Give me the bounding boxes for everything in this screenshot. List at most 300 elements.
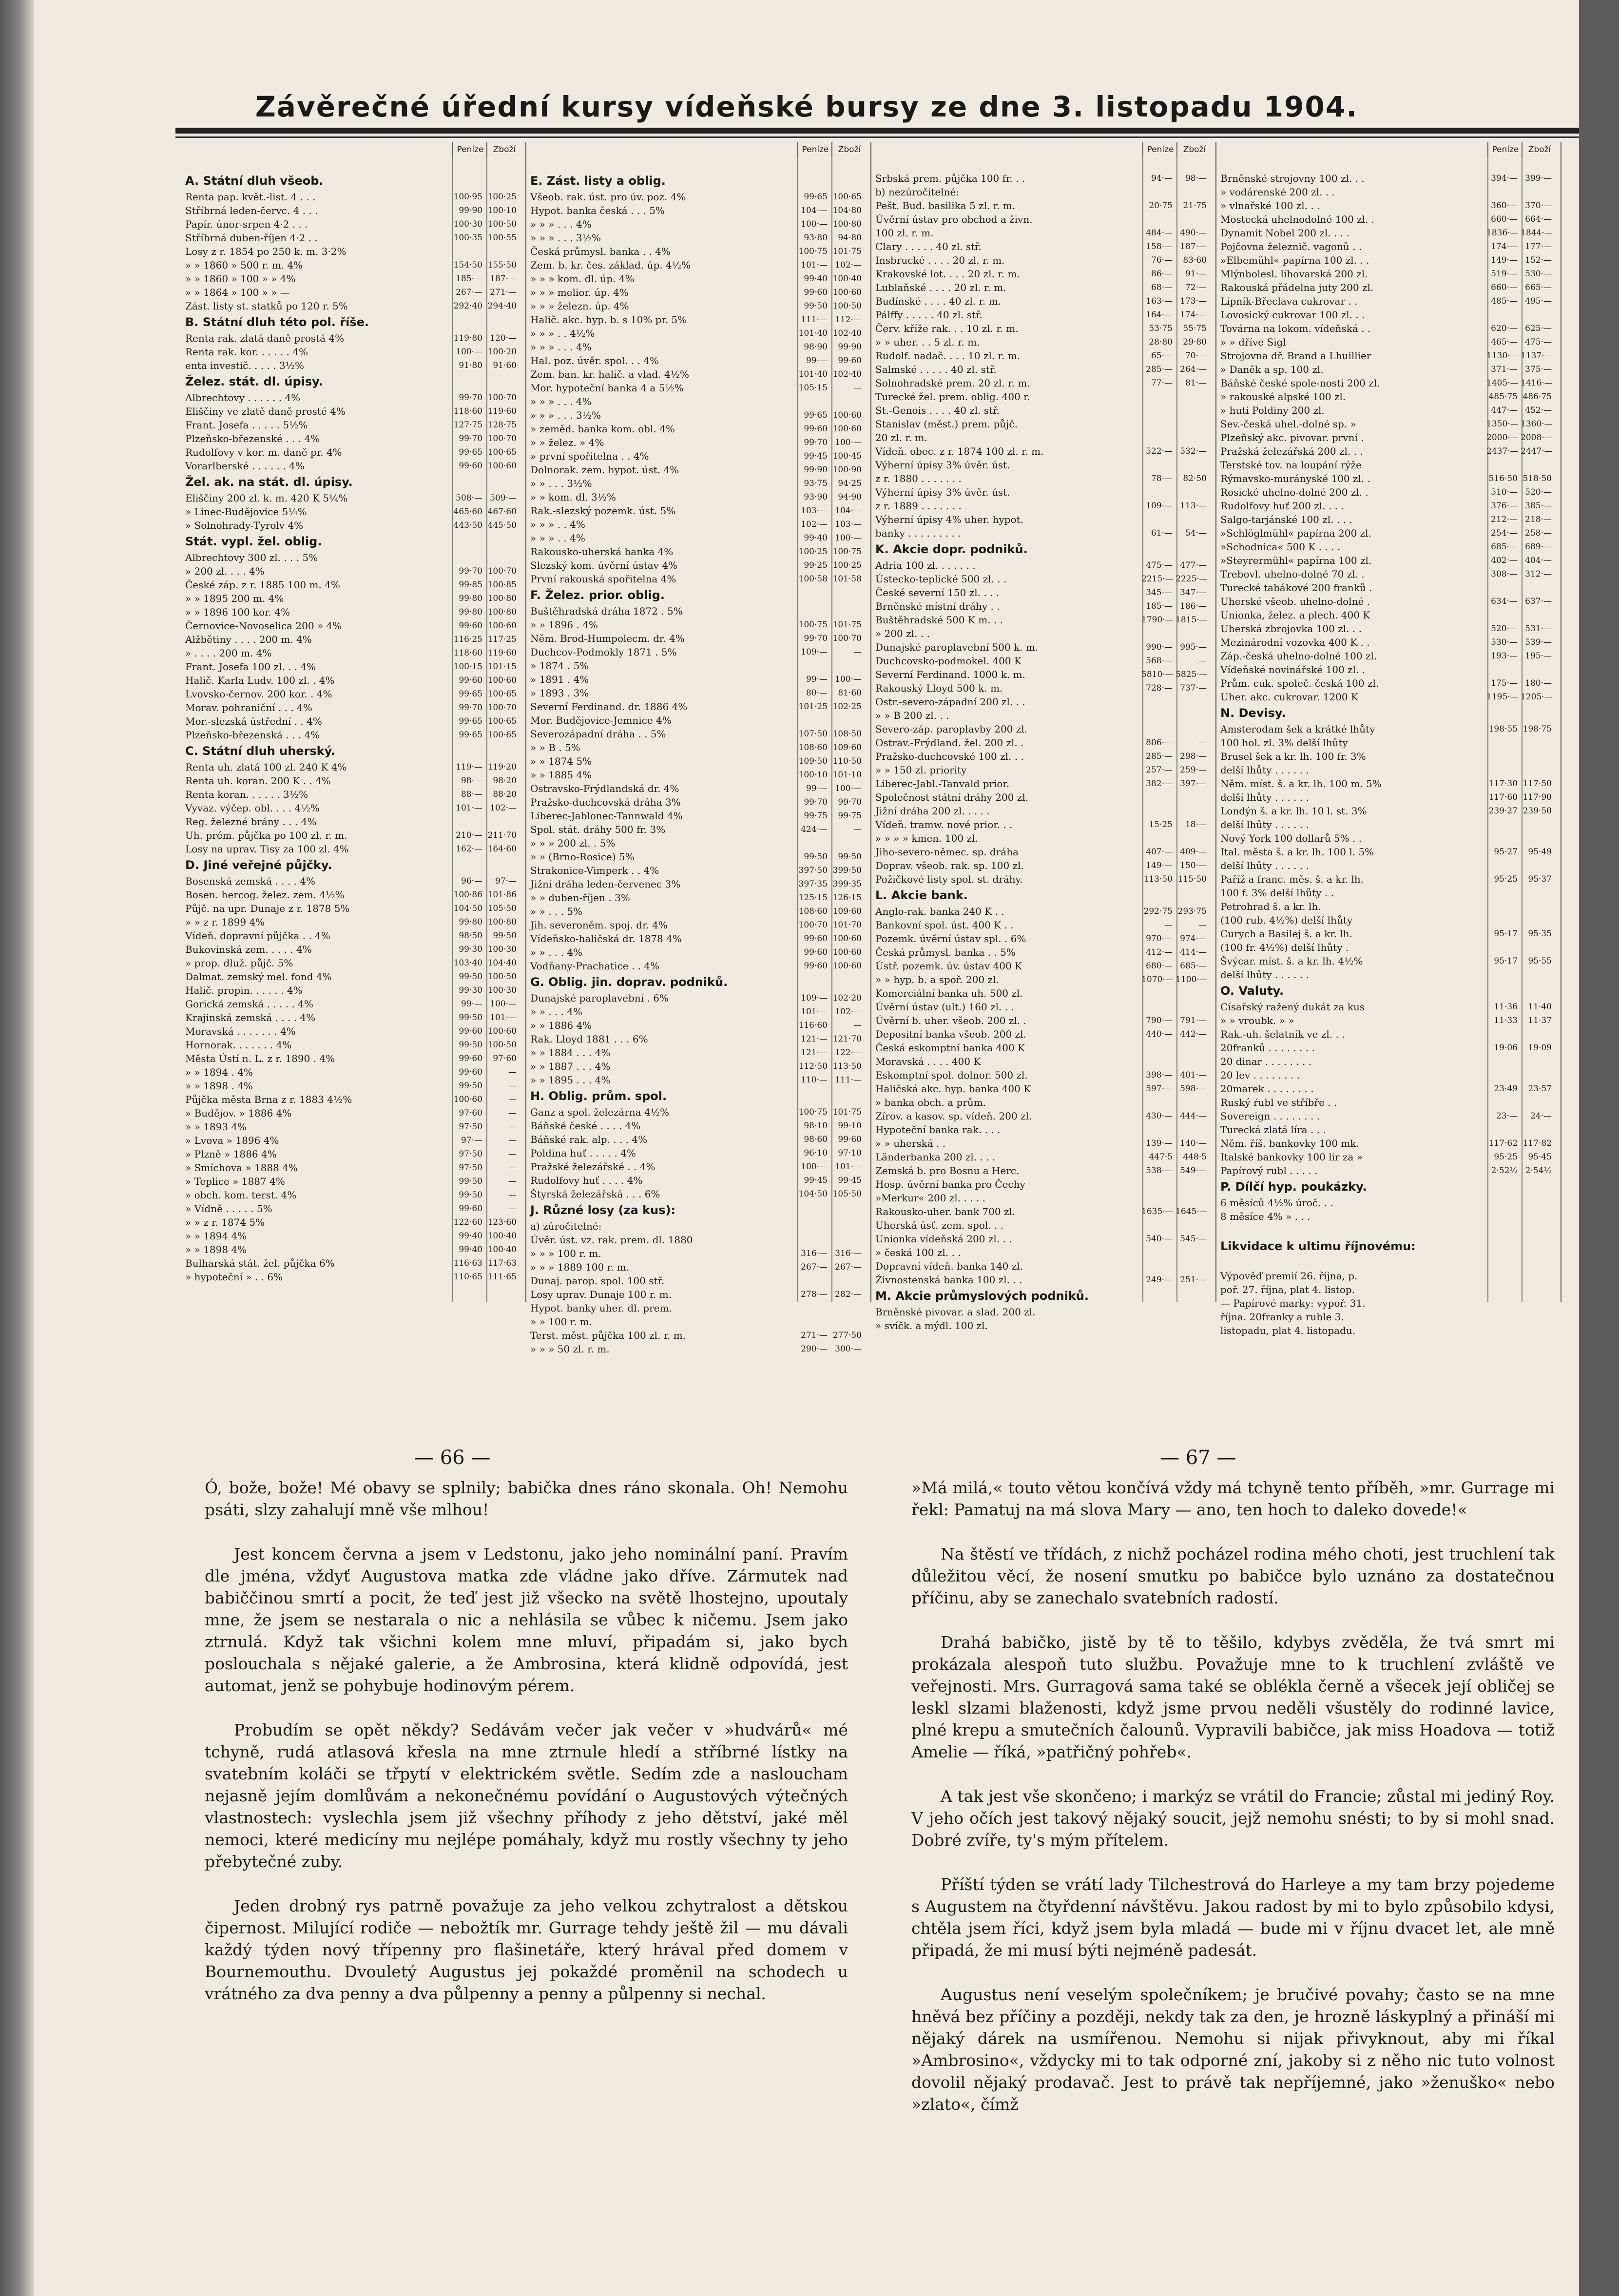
- rate-row: [875, 1137, 1211, 1150]
- rate-row: [1220, 267, 1556, 281]
- security-name: Ruský ŕubl ve stříbře . .: [1220, 1097, 1337, 1108]
- section-heading-label: L. Akcie bank.: [875, 888, 968, 902]
- security-name: 100 hol. zl. 3% delší lhůty: [1220, 737, 1348, 749]
- money-price: 99·65: [804, 192, 828, 202]
- rate-row: [185, 801, 520, 815]
- security-name: delší lhůty . . . . . .: [1220, 819, 1309, 830]
- goods-price: 100·60: [832, 410, 862, 420]
- security-name: » » » . . . 3½%: [530, 409, 601, 421]
- rate-row: [875, 918, 1211, 932]
- security-name: » Solnohrady-Tyrolv 4%: [185, 520, 304, 531]
- rate-row: [530, 836, 866, 850]
- security-name: Hypot. banky uher. dl. prem.: [530, 1302, 672, 1314]
- money-price: 271·—: [801, 1331, 828, 1340]
- money-price: 86·—: [1151, 269, 1173, 279]
- goods-price: 98·—: [1185, 174, 1207, 183]
- rate-row: [530, 1247, 866, 1260]
- header-money: Peníze: [1487, 142, 1523, 157]
- goods-price: 100·75: [832, 547, 862, 557]
- security-name: Mor. Budějovice-Jemnice 4%: [530, 714, 672, 726]
- rate-row: [875, 681, 1211, 695]
- money-price: 100·—: [456, 347, 482, 357]
- rate-row: [1220, 294, 1556, 308]
- header-money: Peníze: [1142, 142, 1177, 157]
- money-price: 371·—: [1491, 365, 1518, 374]
- goods-price: 101·75: [832, 1107, 862, 1117]
- security-name: Losy z r. 1854 po 250 k. m. 3·2%: [185, 246, 347, 257]
- security-name: Půjčka města Brna z r. 1883 4½%: [185, 1094, 352, 1105]
- section-heading-label: E. Zást. listy a oblig.: [530, 174, 666, 188]
- money-price: 685·—: [1491, 542, 1518, 552]
- section-heading-label: Žel. ak. na stát. dl. úpisy.: [185, 475, 353, 489]
- security-name: » vlnařské 100 zl. . .: [1220, 200, 1320, 212]
- security-name: Anglo-rak. banka 240 K . .: [875, 906, 1004, 917]
- rate-row: [875, 390, 1211, 404]
- section-heading-label: N. Devisy.: [1220, 706, 1286, 720]
- money-price: 101·40: [798, 328, 828, 338]
- rate-row: [875, 1014, 1211, 1027]
- rate-row: [875, 294, 1211, 308]
- security-name: » Smíchova » 1888 4%: [185, 1162, 298, 1174]
- rate-row: [185, 943, 520, 956]
- security-name: Vídeň. obec. z r. 1874 100 zl. r. m.: [875, 445, 1044, 457]
- rate-row: [185, 551, 520, 564]
- security-name: Rudolfovy huť . . . . 4%: [530, 1175, 643, 1186]
- goods-price: 495·—: [1525, 296, 1552, 306]
- rate-row: [530, 632, 866, 645]
- goods-price: 100·40: [487, 1231, 517, 1241]
- security-name: Salmské . . . . . 40 zl. stř.: [875, 364, 997, 375]
- goods-price: 271·—: [490, 288, 517, 297]
- goods-price: 101·—: [490, 1013, 517, 1023]
- goods-price: 70·—: [1185, 351, 1207, 361]
- rate-row: [185, 829, 520, 842]
- goods-price: 120·—: [490, 333, 517, 343]
- money-price: 424·—: [801, 825, 828, 834]
- goods-price: 100·70: [487, 434, 517, 444]
- goods-price: 791·—: [1180, 1016, 1207, 1025]
- rate-row: [530, 490, 866, 504]
- money-price: 99·40: [804, 274, 828, 284]
- goods-price: 81·—: [1185, 378, 1207, 388]
- money-price: 568·—: [1146, 656, 1173, 666]
- security-name: » Budějov. » 1886 4%: [185, 1107, 292, 1119]
- money-price: 23·—: [1496, 1111, 1518, 1121]
- money-price: 19·06: [1494, 1043, 1518, 1053]
- money-price: 95·27: [1494, 847, 1518, 857]
- goods-price: 625·—: [1525, 324, 1552, 333]
- security-name: » » uher. . . 5 zl. r. m.: [875, 336, 980, 348]
- rate-row: [1220, 1210, 1556, 1223]
- money-price: 100·35: [453, 233, 482, 243]
- rate-row: [185, 1120, 520, 1134]
- section-heading-label: B. Státní dluh této pol. říše.: [185, 315, 369, 329]
- security-name: delší lhůty . . . . . .: [1220, 791, 1309, 803]
- money-price: 1790·—: [1141, 615, 1174, 625]
- body-paragraph: Jest koncem června a jsem v Ledstonu, jako jeho nominální paní. Pravím dle jména, vždyť Augustova matka zde vládne jako dříve. Zármutek nad babiččinou smrtí a pocit, že teď jest již všecko na světě lhostejno, upoutaly mne, že jsem se nestarala o nic a nehlásila se vůbec k ničemu. Jsem jako ztrnulá. Když tak všichni kolem mne mluví, připadám si, jako bych poslouchala s nějaké galerie, a že Ambrosina, která klidně odpovídá, jest automat, jenž se pohybuje hodinovým pérem.: [205, 1544, 848, 1695]
- money-price: —: [1164, 920, 1173, 930]
- security-name: Severní Ferdinand. 1000 k. m.: [875, 669, 1025, 680]
- page-number-right: — 67 —: [1160, 1447, 1236, 1469]
- goods-price: 101·75: [832, 247, 862, 256]
- goods-price: 91·60: [493, 361, 517, 370]
- rate-row: [1220, 636, 1556, 649]
- goods-price: 126·15: [832, 893, 862, 903]
- security-name: Mor.-slezská ústřední . . 4%: [185, 715, 322, 727]
- money-price: 530·—: [1491, 637, 1518, 647]
- security-name: Dunaj. parop. spol. 100 stř.: [530, 1275, 665, 1287]
- money-price: 99·30: [459, 985, 482, 995]
- security-name: Severozápadní dráha . . 5%: [530, 728, 666, 740]
- security-name: Unionka vídeňská 200 zl. . .: [875, 1233, 1012, 1245]
- money-price: 1635·—: [1141, 1207, 1174, 1216]
- goods-price: 2225·—: [1176, 574, 1208, 584]
- rate-row: [1220, 199, 1556, 212]
- money-price: 185·—: [456, 274, 482, 284]
- goods-price: 100·—: [835, 675, 862, 684]
- security-name: » » » 50 zl. r. m.: [530, 1343, 610, 1355]
- rate-row: [875, 750, 1211, 763]
- rate-row: [875, 240, 1211, 253]
- security-name: Hosp. úvěrní banka pro Čechy: [875, 1178, 1025, 1190]
- money-price: 660·—: [1491, 283, 1518, 292]
- money-price: 1350·—: [1486, 419, 1519, 429]
- goods-price: 195·—: [1525, 651, 1552, 661]
- security-name: Amsterodam šek a krátké lhůty: [1220, 723, 1375, 735]
- money-price: 76·—: [1151, 255, 1173, 265]
- money-price: 100·—: [801, 1162, 828, 1172]
- goods-price: 100·65: [832, 192, 862, 202]
- rate-row: [530, 850, 866, 864]
- goods-price: 974·—: [1180, 934, 1207, 944]
- rate-table-column: [525, 142, 871, 1355]
- rate-row: [530, 991, 866, 1005]
- goods-price: 99·10: [838, 1121, 862, 1131]
- goods-price: 104·—: [835, 506, 862, 516]
- security-name: » prop. dluž. půjč. 5%: [185, 957, 293, 969]
- security-name: Haličská akc. hyp. banka 400 K: [875, 1083, 1031, 1095]
- goods-price: 104·80: [832, 206, 862, 215]
- money-price: 597·—: [1146, 1084, 1173, 1094]
- rate-row: [185, 1256, 520, 1270]
- money-price: 99·65: [459, 447, 482, 457]
- column-header: [525, 142, 870, 157]
- money-price: 99·65: [804, 410, 828, 420]
- rate-row: [1220, 472, 1556, 485]
- rate-row: [875, 709, 1211, 722]
- rate-row: [1220, 886, 1556, 900]
- rate-row: [875, 1232, 1211, 1246]
- security-name: Clary . . . . . 40 zl. stř.: [875, 241, 982, 252]
- rate-row: [1220, 595, 1556, 608]
- goods-price: 300·—: [835, 1344, 862, 1354]
- rate-row: [875, 335, 1211, 349]
- rate-row: [530, 1219, 866, 1233]
- rate-row: [530, 1146, 866, 1160]
- money-price: 2000·—: [1486, 433, 1519, 443]
- goods-price: —: [508, 1108, 517, 1118]
- rate-row: [530, 367, 866, 381]
- rate-row: [530, 231, 866, 245]
- money-price: 101·—: [456, 803, 482, 813]
- money-price: 61·—: [1151, 528, 1173, 538]
- money-price: 95·25: [1494, 1152, 1518, 1162]
- money-price: 15·25: [1149, 820, 1173, 830]
- goods-price: 442·—: [1180, 1029, 1207, 1039]
- security-name: » » » . . . 4%: [530, 218, 592, 230]
- goods-price: 539·—: [1525, 637, 1552, 647]
- body-paragraph: »Má milá,« touto větou končívá vždy má tchyně tento příběh, »mr. Gurrage mi řekl: Pamatuj na má slova Mary — ano, ten hoch to daleko dovede!«: [911, 1478, 1555, 1519]
- rate-rows: [1220, 172, 1556, 1337]
- security-name: Švýcar. míst. š. a kr. lh. 4½%: [1220, 955, 1363, 967]
- goods-price: 11·37: [1528, 1016, 1552, 1025]
- rate-row: [530, 823, 866, 836]
- goods-price: 110·50: [832, 756, 862, 766]
- money-price: 376·—: [1491, 501, 1518, 511]
- security-name: »Steyrermühl« papírna 100 zl.: [1220, 555, 1372, 566]
- rate-row: [1220, 253, 1556, 267]
- rate-row: [1220, 212, 1556, 226]
- security-name: » » z r. 1874 5%: [185, 1216, 265, 1228]
- rate-row: [1220, 526, 1556, 540]
- money-price: 11·36: [1494, 1002, 1518, 1012]
- rate-rows: [530, 172, 866, 1356]
- money-price: 394·—: [1491, 174, 1518, 183]
- security-name: Bosenská zemská . . . . 4%: [185, 875, 315, 887]
- goods-price: 103·—: [835, 520, 862, 529]
- money-price: 1130·—: [1486, 351, 1519, 361]
- rate-row: [185, 459, 520, 473]
- goods-price: 100·—: [490, 999, 517, 1009]
- security-name: Terstské tov. na loupání rýže: [1220, 459, 1362, 471]
- money-price: 98·10: [804, 1121, 828, 1131]
- rate-row: [875, 668, 1211, 681]
- security-name: Länderbanka 200 zl. . . .: [875, 1151, 996, 1163]
- goods-price: 11·40: [1528, 1002, 1552, 1012]
- money-price: 99·60: [459, 1204, 482, 1214]
- rate-row: [1220, 540, 1556, 554]
- section-heading: [1220, 704, 1556, 722]
- money-price: 116·25: [453, 635, 482, 644]
- rate-row: [1220, 404, 1556, 417]
- header-goods: Zboží: [1176, 142, 1212, 157]
- rate-row: [185, 592, 520, 605]
- security-name: Dolnorak. zem. hypot. úst. 4%: [530, 464, 679, 476]
- security-name: Plzeňský akc. pivovar. první .: [1220, 432, 1364, 444]
- goods-price: 100·65: [487, 716, 517, 726]
- rate-row: [875, 417, 1211, 431]
- rate-row: [875, 1205, 1211, 1218]
- column-header: [1215, 142, 1561, 157]
- money-price: 99·60: [804, 934, 828, 944]
- rate-row: [530, 1005, 866, 1019]
- rate-row: [1220, 1027, 1556, 1041]
- goods-price: 101·86: [487, 890, 517, 900]
- money-price: 99·60: [459, 1054, 482, 1063]
- body-paragraph: Ó, bože, bože! Mé obavy se splnily; babička dnes ráno skonala. Oh! Nemohu psáti, slzy zahalují mně vše mlhou!: [205, 1478, 848, 1519]
- security-name: 20 lev . . . . . . . .: [1220, 1069, 1300, 1081]
- section-heading: [185, 532, 520, 551]
- rate-row: [875, 1082, 1211, 1096]
- goods-price: 99·75: [838, 811, 862, 821]
- money-price: 65·—: [1151, 351, 1173, 361]
- goods-price: 1205·—: [1521, 692, 1553, 702]
- security-name: Losy na uprav. Tisy za 100 zl. 4%: [185, 843, 349, 855]
- rate-row: [875, 526, 1211, 540]
- rate-row: [1220, 1068, 1556, 1082]
- security-name: Plzeňsko-březenské . . . 4%: [185, 433, 320, 444]
- security-name: Pálffy . . . . . 40 zl. stř.: [875, 309, 983, 321]
- money-price: 11·33: [1494, 1016, 1518, 1025]
- security-name: Renta koran. . . . . . 3½%: [185, 789, 308, 800]
- security-name: Stříbrná duben-říjen 4·2 . .: [185, 232, 318, 244]
- rate-row: [185, 331, 520, 345]
- goods-price: 598·—: [1180, 1084, 1207, 1094]
- goods-price: 475·—: [1525, 337, 1552, 347]
- rate-row: [185, 564, 520, 578]
- goods-price: 100·—: [835, 784, 862, 793]
- money-price: 91·80: [459, 361, 482, 370]
- goods-price: 737·—: [1180, 683, 1207, 693]
- security-name: Hypot. banka česká . . . 5%: [530, 205, 665, 216]
- security-name: 20 zl. r. m.: [875, 432, 927, 444]
- security-name: Bukovinská zem. . . . . 4%: [185, 944, 312, 955]
- money-price: 970·—: [1146, 934, 1173, 944]
- rate-row: [530, 768, 866, 782]
- security-name: » první spořitelna . . 4%: [530, 450, 649, 462]
- security-name: » » 1898 4%: [185, 1244, 247, 1255]
- security-name: Duchcov-Podmokly 1871 . 5%: [530, 646, 677, 658]
- rate-row: [1220, 804, 1556, 818]
- security-name: » 200 zl. . . . 4%: [185, 565, 265, 577]
- money-price: 99·65: [459, 689, 482, 699]
- rate-row: [530, 463, 866, 477]
- goods-price: 113·50: [832, 1061, 862, 1071]
- rate-row: [530, 1187, 866, 1201]
- security-name: Krakovské lot. . . . 20 zl. r. m.: [875, 268, 1020, 280]
- goods-price: 444·—: [1180, 1111, 1207, 1121]
- money-price: 100·75: [798, 247, 828, 256]
- section-heading: [875, 540, 1211, 559]
- security-name: Ganz a spol. železárna 4½%: [530, 1106, 670, 1118]
- security-name: Liberec-Jablonec-Tannwald 4%: [530, 810, 683, 822]
- rate-row: [530, 877, 866, 891]
- rate-row: [1220, 722, 1556, 736]
- security-name: Ústř. pozemk. úv. ústav 400 K: [875, 960, 1022, 972]
- rate-row: [530, 686, 866, 700]
- goods-price: 29·80: [1183, 337, 1207, 347]
- money-price: 103·—: [801, 506, 828, 516]
- rate-row: [530, 545, 866, 559]
- money-price: 485·75: [1488, 392, 1518, 402]
- security-name: Turecké žel. prem. oblig. 400 r.: [875, 391, 1030, 403]
- money-price: 93·80: [804, 233, 828, 243]
- money-price: 520·—: [1491, 624, 1518, 634]
- goods-price: 100·80: [487, 594, 517, 603]
- section-heading: [1220, 1237, 1556, 1255]
- money-price: 99·90: [804, 465, 828, 475]
- rate-row: [1220, 791, 1556, 804]
- rate-row: [530, 714, 866, 727]
- rate-row: [530, 1073, 866, 1087]
- rate-row: [1220, 1137, 1556, 1150]
- goods-price: 385·—: [1525, 501, 1552, 511]
- goods-price: 100·70: [487, 566, 517, 576]
- rate-row: [530, 449, 866, 463]
- money-price: 100·86: [453, 890, 482, 900]
- money-price: 620·—: [1491, 324, 1518, 333]
- security-name: Stříbrná leden-červc. 4 . . .: [185, 205, 318, 216]
- goods-price: 187·—: [490, 274, 517, 284]
- rate-row: [875, 1123, 1211, 1137]
- security-name: » » želez. » 4%: [530, 437, 604, 448]
- security-name: Paříž a franc. měs. š. a kr. lh.: [1220, 873, 1364, 885]
- security-name: » » duben-říjen . 3%: [530, 892, 630, 904]
- security-name: » » . . . 4%: [530, 1006, 583, 1018]
- money-price: 99·50: [459, 1081, 482, 1091]
- rate-row: [875, 1027, 1211, 1041]
- security-name: Rakouská přádelna juty 200 zl.: [1220, 282, 1374, 293]
- money-price: 99·—: [806, 675, 828, 684]
- goods-price: 105·50: [832, 1189, 862, 1199]
- goods-price: 119·60: [487, 406, 517, 416]
- goods-price: 173·—: [1180, 296, 1207, 306]
- goods-price: 100·60: [487, 461, 517, 471]
- rate-row: [875, 349, 1211, 363]
- section-heading: [1220, 1177, 1556, 1196]
- money-price: 210·—: [456, 830, 482, 840]
- rate-row: [1220, 335, 1556, 349]
- security-name: » » 1874 5%: [530, 755, 592, 767]
- goods-price: 1844·—: [1521, 228, 1553, 238]
- rate-row: [875, 185, 1211, 199]
- section-heading: [530, 1087, 866, 1105]
- security-name: Města Ústí n. L. z r. 1890 . 4%: [185, 1053, 335, 1064]
- goods-price: 102·—: [490, 803, 517, 813]
- rate-row: [185, 1188, 520, 1202]
- rate-row: [875, 845, 1211, 859]
- security-name: Jih. severoněm. spoj. dr. 4%: [530, 919, 668, 931]
- security-name: Mezinárodní vozovka 400 K . .: [1220, 637, 1370, 648]
- security-name: poř. 27. října, plat 4. listop.: [1220, 1284, 1355, 1295]
- rate-row: [1220, 581, 1556, 595]
- rate-row: [875, 1164, 1211, 1177]
- rate-row: [1220, 1096, 1556, 1109]
- rate-row: [185, 760, 520, 774]
- security-name: » obch. kom. terst. 4%: [185, 1189, 297, 1201]
- money-price: 109·50: [798, 756, 828, 766]
- rate-row: [875, 905, 1211, 918]
- rate-row: [1220, 608, 1556, 622]
- goods-price: 1360·—: [1521, 419, 1553, 429]
- security-name: Unionka, želez. a plech. 400 K: [1220, 609, 1370, 621]
- security-name: St.-Genois . . . . 40 zl. stř.: [875, 405, 1000, 416]
- rate-row: [185, 445, 520, 459]
- money-price: 97·50: [459, 1163, 482, 1173]
- rate-row: [1220, 390, 1556, 404]
- goods-price: 109·60: [832, 743, 862, 752]
- goods-price: 100·70: [487, 393, 517, 403]
- money-price: 99·60: [804, 424, 828, 434]
- security-name: »Merkur« 200 zl. . . . .: [875, 1192, 985, 1204]
- money-price: 101·—: [801, 260, 828, 270]
- money-price: 118·60: [453, 648, 482, 658]
- rate-row: [530, 659, 866, 673]
- page-title: Závěrečné úřední kursy vídeňské bursy ze dne 3. listopadu 1904.: [255, 90, 1358, 123]
- rate-row: [875, 973, 1211, 986]
- rate-row: [875, 1096, 1211, 1109]
- goods-price: —: [508, 1149, 517, 1159]
